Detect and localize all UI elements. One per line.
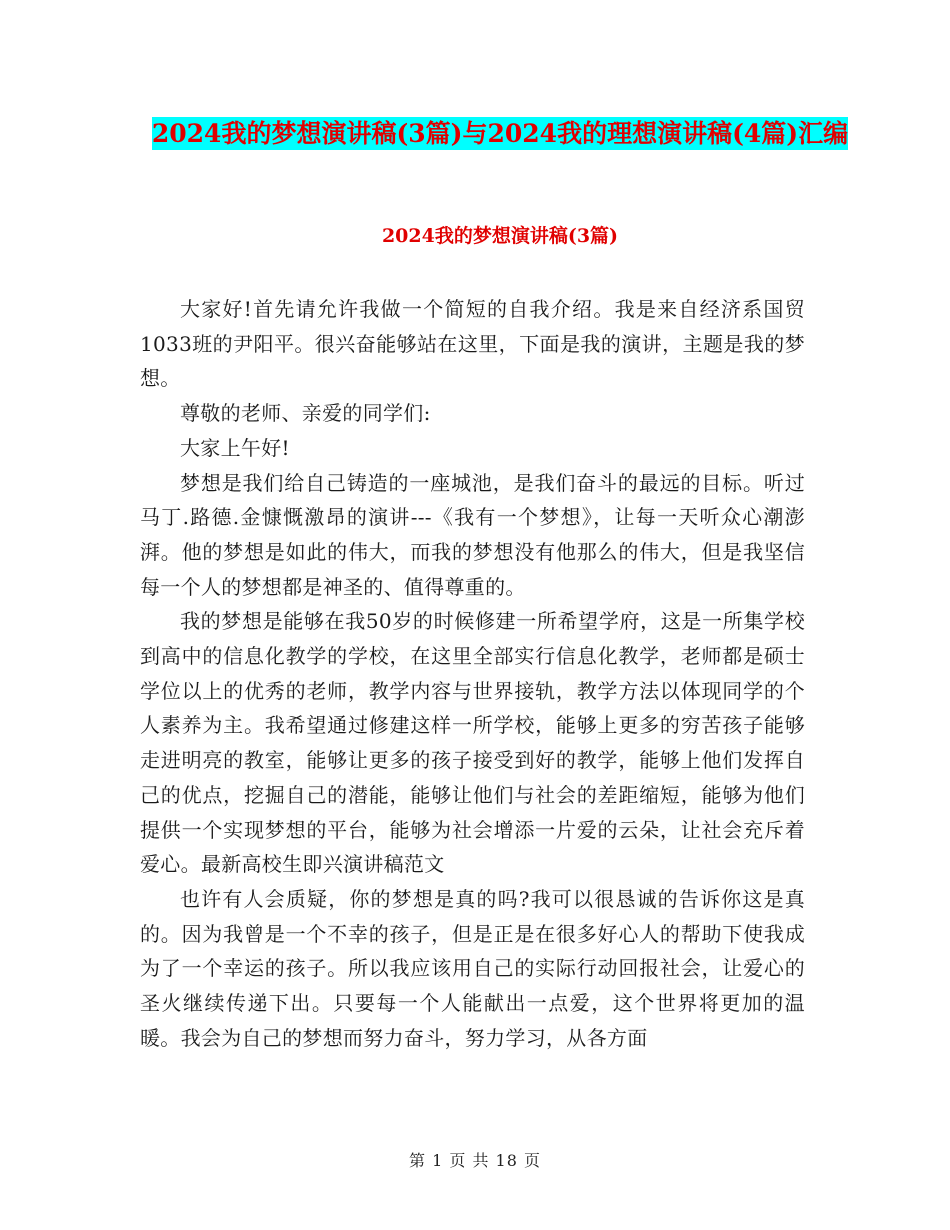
page-footer: 第 1 页 共 18 页	[409, 1151, 541, 1170]
paragraph: 也许有人会质疑，你的梦想是真的吗?我可以很恳诚的告诉你这是真的。因为我曾是一个不幸的孩子，但是正是在很多好心人的帮助下使我成为了一个幸运的孩子。所以我应该用自己的实际行动回报社会，让爱心的圣火继续传递下出。只要每一个人能献出一点爱，这个世界将更加的温暖。我会为自己的梦想而努力奋斗，努力学习，从各方面	[140, 886, 805, 1050]
document-title-text: 2024我的梦想演讲稿(3篇)与2024我的理想演讲稿(4篇)汇编	[151, 119, 849, 148]
paragraph: 大家好!首先请允许我做一个简短的自我介绍。我是来自经济系国贸1033班的尹阳平。很兴奋能够站在这里，下面是我的演讲，主题是我的梦想。	[140, 297, 805, 391]
document-body	[140, 292, 805, 1055]
paragraph: 梦想是我们给自己铸造的一座城池，是我们奋斗的最远的目标。听过马丁.路德.金慷慨激昂的演讲---《我有一个梦想》，让每一天听众心潮澎湃。他的梦想是如此的伟大，而我的梦想没有他那么的伟大，但是我坚信每一个人的梦想都是神圣的、值得尊重的。	[140, 470, 805, 599]
paragraph: 大家上午好!	[180, 435, 290, 460]
document-title	[140, 112, 860, 156]
paragraph: 我的梦想是能够在我50岁的时候修建一所希望学府，这是一所集学校到高中的信息化教学的学校，在这里全部实行信息化教学，老师都是硕士学位以上的优秀的老师，教学内容与世界接轨，教学方法以体现同学的个人素养为主。我希望通过修建这样一所学校，能够上更多的穷苦孩子能够走进明亮的教室，能够让更多的孩子接受到好的教学，能够上他们发挥自己的优点，挖掘自己的潜能，能够让他们与社会的差距缩短，能够为他们提供一个实现梦想的平台，能够为社会增添一片爱的云朵，让社会充斥着爱心。最新高校生即兴演讲稿范文	[140, 609, 805, 877]
paragraph: 尊敬的老师、亲爱的同学们:	[180, 401, 431, 426]
section-title: 2024我的梦想演讲稿(3篇)	[381, 225, 619, 247]
